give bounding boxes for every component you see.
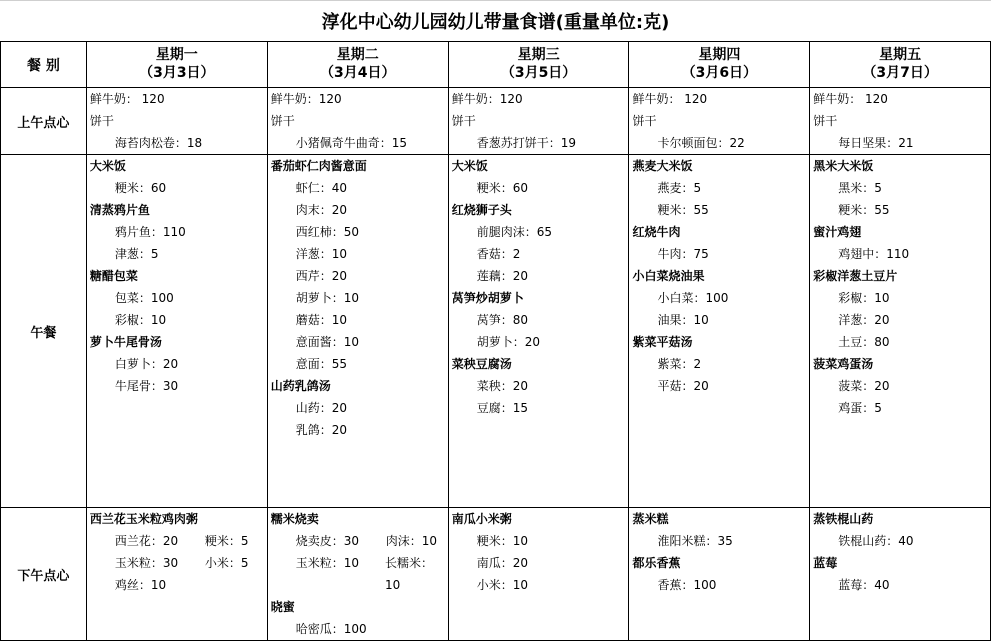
ingredient: 平菇：20 (657, 379, 709, 393)
dish-name: 南瓜小米粥 (451, 512, 512, 526)
ingredient: 玉米粒：30 (114, 556, 179, 570)
ingredient-pair (87, 552, 267, 574)
ingredient: 包菜：100 (114, 291, 174, 305)
ingredient: 彩椒：10 (114, 313, 167, 327)
dish-name: 红烧狮子头 (451, 203, 512, 217)
dish-name: 糯米烧卖 (270, 512, 319, 526)
ingredient: 胡萝卜：10 (295, 291, 360, 305)
snack-item: 每日坚果：21 (838, 136, 914, 150)
morning-cell (86, 88, 267, 155)
ingredient: 玉米粒：10 (295, 556, 360, 570)
afternoon-cell (86, 508, 267, 641)
day-header-fri: 星期五 （3月7日） (810, 42, 991, 88)
lunch-label: 午餐 (1, 155, 87, 508)
ingredient: 西芹：20 (295, 269, 348, 283)
ingredient: 豆腐：15 (476, 401, 528, 415)
milk-line: 鲜牛奶： 120 (813, 92, 888, 106)
dish-name: 小白菜烧油果 (632, 269, 705, 283)
afternoon-cell (267, 508, 448, 641)
ingredient: 香菇：2 (476, 247, 521, 261)
morning-cell (810, 88, 991, 155)
ingredient: 鸦片鱼：110 (114, 225, 186, 239)
page-title: 淳化中心幼儿园幼儿带量食谱(重量单位:克) (321, 12, 670, 33)
dish-name: 紫菜平菇汤 (632, 335, 693, 349)
afternoon-cell (629, 508, 810, 641)
dish-name: 蒸铁棍山药 (813, 512, 874, 526)
ingredient: 铁棍山药：40 (838, 534, 914, 548)
ingredient: 小米：5 (204, 556, 249, 570)
snack-item: 海苔肉松卷：18 (114, 136, 203, 150)
ingredient: 粳米：55 (657, 203, 709, 217)
ingredient: 洋葱：20 (838, 313, 890, 327)
milk-line: 鲜牛奶： 120 (632, 92, 708, 106)
ingredient: 意面：55 (295, 357, 348, 371)
lunch-cell (448, 155, 629, 508)
ingredient: 胡萝卜：20 (476, 335, 540, 349)
ingredient: 鸡翅中：110 (838, 247, 910, 261)
afternoon-cell (810, 508, 991, 641)
snack-line: 饼干 (632, 114, 657, 128)
dish-name: 番茄虾仁肉酱意面 (270, 159, 367, 173)
ingredient: 菠菜：20 (838, 379, 890, 393)
dish-name: 都乐香蕉 (632, 556, 681, 570)
ingredient: 土豆：80 (838, 335, 890, 349)
ingredient: 津葱：5 (114, 247, 159, 261)
lunch-cell (629, 155, 810, 508)
ingredient: 长糯米：10 (384, 556, 433, 592)
snack-item: 卡尔顿面包：22 (657, 136, 745, 150)
ingredient: 西兰花：20 (114, 534, 179, 548)
ingredient: 白萝卜：20 (114, 357, 179, 371)
lunch-cell (86, 155, 267, 508)
morning-cell (448, 88, 629, 155)
ingredient: 洋葱：10 (295, 247, 348, 261)
ingredient: 粳米：5 (204, 534, 249, 548)
snack-item: 小猪佩奇牛曲奇：15 (295, 136, 408, 150)
dish-name: 燕麦大米饭 (632, 159, 693, 173)
lunch-cell (810, 155, 991, 508)
lunch-row (1, 155, 991, 508)
day-header-thu: 星期四 （3月6日） (629, 42, 810, 88)
afternoon-cell (448, 508, 629, 641)
ingredient: 南瓜：20 (476, 556, 528, 570)
ingredient: 莲藕：20 (476, 269, 528, 283)
dish-name: 大米饭 (89, 159, 126, 173)
dish-name: 蜜汁鸡翅 (813, 225, 862, 239)
ingredient: 蓝莓：40 (838, 578, 890, 592)
ingredient-pair (268, 552, 448, 596)
dish-name: 蓝莓 (813, 556, 838, 570)
dish-name: 萝卜牛尾骨汤 (89, 335, 162, 349)
dish-name: 晓蜜 (270, 600, 295, 614)
afternoon-row (1, 508, 991, 641)
ingredient-pair (268, 530, 448, 552)
ingredient: 紫菜：2 (657, 357, 702, 371)
morning-label: 上午点心 (1, 88, 87, 155)
ingredient: 黑米：5 (838, 181, 882, 195)
dish-name: 西兰花玉米粒鸡肉粥 (89, 512, 198, 526)
ingredient: 牛尾骨：30 (114, 379, 179, 393)
day-header-tue: 星期二 （3月4日） (267, 42, 448, 88)
dish-name: 菠菜鸡蛋汤 (813, 357, 874, 371)
snack-line: 饼干 (451, 114, 476, 128)
morning-row (1, 88, 991, 155)
ingredient: 哈密瓜：100 (295, 622, 367, 636)
ingredient: 肉沫：10 (385, 534, 438, 548)
ingredient: 牛肉：75 (657, 247, 709, 261)
meal-header: 餐 别 (1, 42, 87, 88)
ingredient: 油果：10 (657, 313, 709, 327)
header-row (1, 42, 991, 88)
ingredient: 淮阳米糕：35 (657, 534, 733, 548)
dish-name: 山药乳鸽汤 (270, 379, 331, 393)
ingredient: 蘑菇：10 (295, 313, 348, 327)
ingredient: 鸡丝：10 (114, 578, 167, 592)
ingredient: 彩椒：10 (838, 291, 890, 305)
ingredient: 意面酱：10 (295, 335, 360, 349)
morning-cell (629, 88, 810, 155)
ingredient: 菜秧：20 (476, 379, 528, 393)
afternoon-label: 下午点心 (1, 508, 87, 641)
ingredient: 西红柿：50 (295, 225, 360, 239)
dish-name: 红烧牛肉 (632, 225, 681, 239)
ingredient: 粳米：10 (476, 534, 528, 548)
dish-name: 莴笋炒胡萝卜 (451, 291, 524, 305)
day-header-wed: 星期三 （3月5日） (448, 42, 629, 88)
dish-name: 蒸米糕 (632, 512, 669, 526)
ingredient: 山药：20 (295, 401, 348, 415)
ingredient: 粳米：55 (838, 203, 890, 217)
dish-name: 菜秧豆腐汤 (451, 357, 512, 371)
dish-name: 大米饭 (451, 159, 488, 173)
ingredient: 粳米：60 (476, 181, 528, 195)
snack-line: 饼干 (813, 114, 838, 128)
ingredient: 烧卖皮：30 (295, 534, 360, 548)
milk-line: 鲜牛奶：120 (451, 92, 523, 106)
ingredient: 燕麦：5 (657, 181, 702, 195)
ingredient: 小米：10 (476, 578, 528, 592)
menu-table (0, 41, 991, 641)
ingredient: 乳鸽：20 (295, 423, 348, 437)
milk-line: 鲜牛奶： 120 (89, 92, 165, 106)
ingredient: 莴笋：80 (476, 313, 528, 327)
ingredient: 粳米：60 (114, 181, 167, 195)
milk-line: 鲜牛奶：120 (270, 92, 342, 106)
dish-name: 清蒸鸦片鱼 (89, 203, 150, 217)
ingredient: 虾仁：40 (295, 181, 348, 195)
lunch-cell (267, 155, 448, 508)
snack-line: 饼干 (89, 114, 114, 128)
ingredient-pair (87, 530, 267, 552)
morning-cell (267, 88, 448, 155)
dish-name: 彩椒洋葱土豆片 (813, 269, 898, 283)
ingredient: 前腿肉沫：65 (476, 225, 552, 239)
ingredient: 香蕉：100 (657, 578, 717, 592)
ingredient: 鸡蛋：5 (838, 401, 882, 415)
dish-name: 黑米大米饭 (813, 159, 874, 173)
day-header-mon: 星期一 （3月3日） (86, 42, 267, 88)
snack-line: 饼干 (270, 114, 295, 128)
snack-item: 香葱苏打饼干：19 (476, 136, 576, 150)
ingredient: 肉末：20 (295, 203, 348, 217)
ingredient: 小白菜：100 (657, 291, 729, 305)
dish-name: 糖醋包菜 (89, 269, 138, 283)
